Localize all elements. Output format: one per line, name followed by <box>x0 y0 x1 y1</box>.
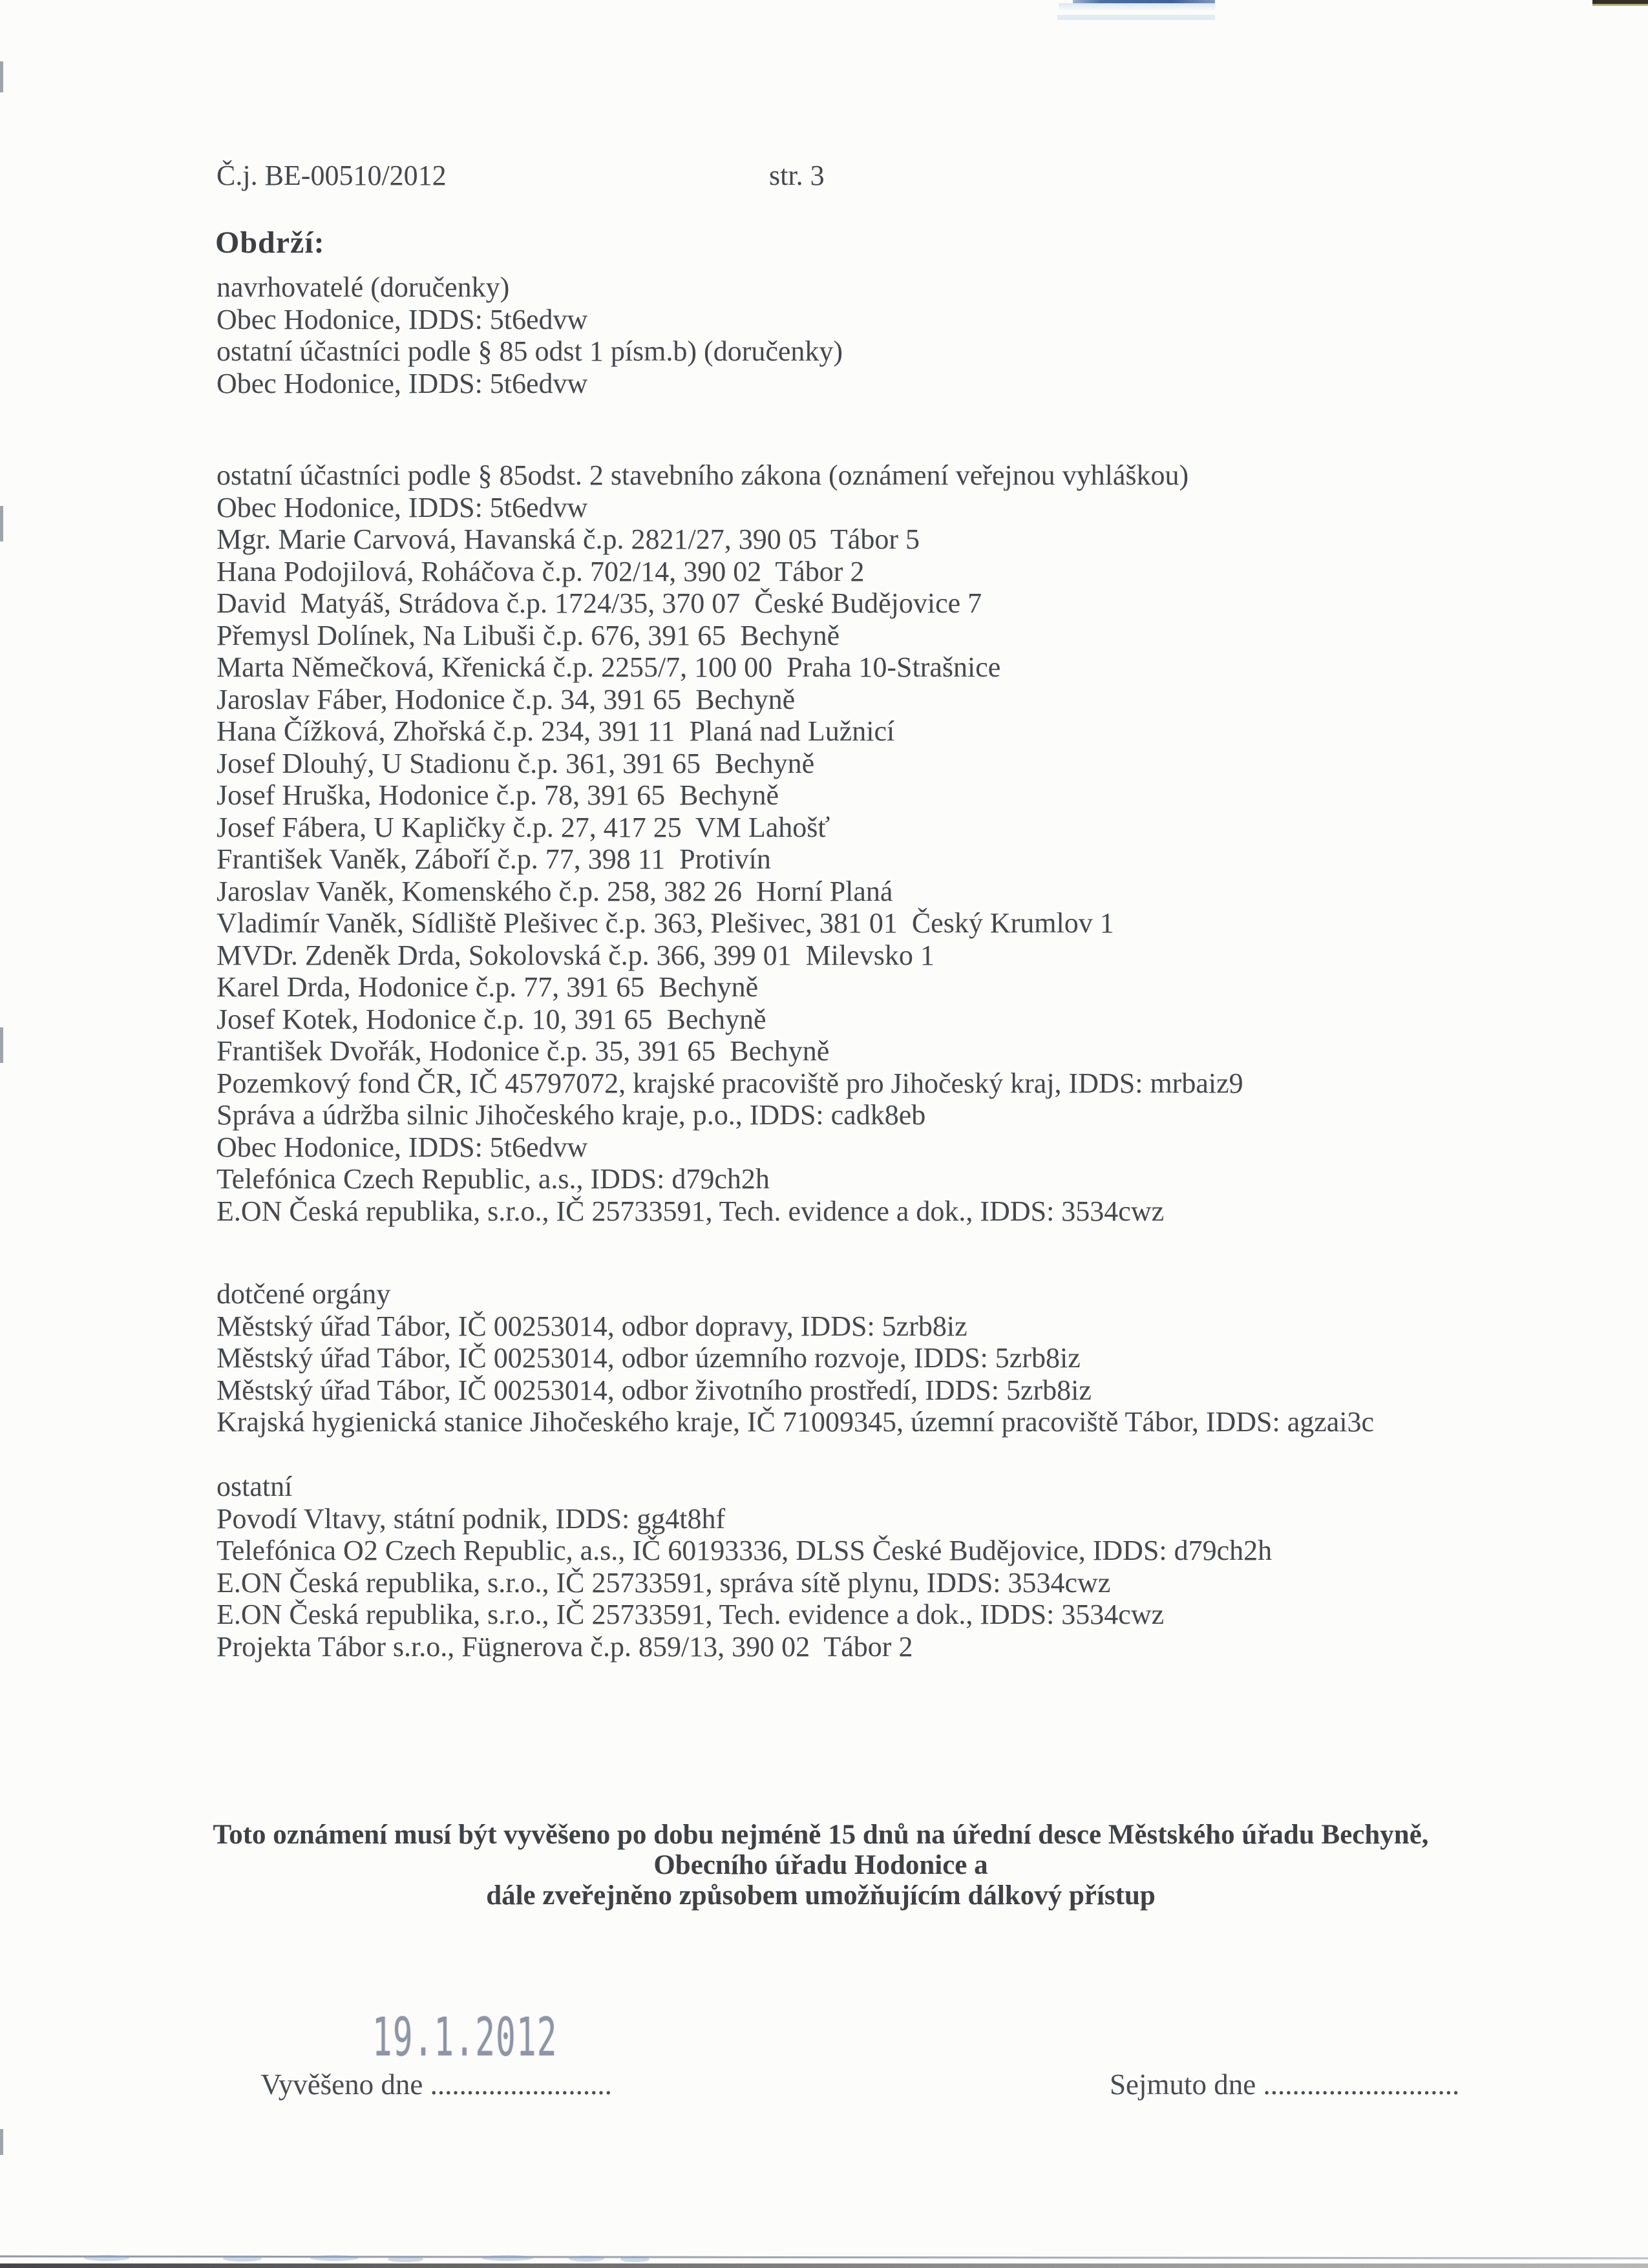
recipients-section-navrhovatele <box>217 271 843 399</box>
scan-artifact-smudge <box>620 2256 650 2262</box>
recipient-line: E.ON Česká republika, s.r.o., IČ 25733591, Tech. evidence a dok., IDDS: 3534cwz <box>217 1195 1165 1227</box>
recipient-line: Pozemkový fond ČR, IČ 45797072, krajské pracoviště pro Jihočeský kraj, IDDS: mrbaiz9 <box>217 1067 1243 1099</box>
scan-artifact-smudge <box>223 2256 262 2262</box>
page-number: str. 3 <box>769 160 825 191</box>
document-reference-number: Č.j. BE-00510/2012 <box>217 160 447 191</box>
recipient-line: ostatní účastníci podle § 85 odst 1 písm.b) (doručenky) <box>217 335 843 367</box>
recipient-line: Městský úřad Tábor, IČ 00253014, odbor dopravy, IDDS: 5zrb8iz <box>217 1310 967 1342</box>
scan-artifact-corner-line <box>1592 4 1648 6</box>
scan-artifact-smudge <box>310 2255 359 2261</box>
recipient-line: navrhovatelé (doručenky) <box>217 271 510 303</box>
recipient-line: ostatní účastníci podle § 85odst. 2 stavebního zákona (oznámení veřejnou vyhláškou) <box>217 459 1189 491</box>
removed-date-dotted-line: ........................... <box>1263 2068 1460 2101</box>
removed-date-label: Sejmuto dne <box>1110 2068 1263 2101</box>
recipient-line: Obec Hodonice, IDDS: 5t6edvw <box>217 1131 588 1163</box>
posted-date-label: Vyvěšeno dne <box>260 2068 430 2101</box>
removed-date-line <box>1081 2034 1459 2135</box>
posted-date-stamp: 19.1.2012 <box>372 2007 558 2068</box>
recipients-section-verejna-vyhlaska <box>217 459 1243 1227</box>
scan-artifact-smudge <box>388 2256 423 2262</box>
recipient-line: Karel Drda, Hodonice č.p. 77, 391 65 Bechyně <box>217 971 759 1003</box>
recipient-line: Správa a údržba silnic Jihočeského kraje, p.o., IDDS: cadk8eb <box>217 1099 926 1131</box>
recipient-line: David Matyáš, Strádova č.p. 1724/35, 370 07 České Budějovice 7 <box>217 587 982 619</box>
recipient-line: Vladimír Vaněk, Sídliště Plešivec č.p. 363, Plešivec, 381 01 Český Krumlov 1 <box>217 907 1114 939</box>
recipient-line: Jaroslav Fáber, Hodonice č.p. 34, 391 65 Bechyně <box>217 683 796 715</box>
recipients-section-dotcene-organy <box>217 1278 1374 1438</box>
recipient-line: E.ON Česká republika, s.r.o., IČ 25733591, Tech. evidence a dok., IDDS: 3534cwz <box>217 1599 1165 1630</box>
recipient-line: Hana Čížková, Zhořská č.p. 234, 391 11 Planá nad Lužnicí <box>217 715 895 747</box>
posting-notice-line: Obecního úřadu Hodonice a <box>653 1850 988 1880</box>
recipient-line: Jaroslav Vaněk, Komenského č.p. 258, 382 26 Horní Planá <box>217 875 893 907</box>
recipient-line: E.ON Česká republika, s.r.o., IČ 25733591, správa sítě plynu, IDDS: 3534cwz <box>217 1566 1111 1599</box>
recipient-line: František Vaněk, Záboří č.p. 77, 398 11 Protivín <box>217 843 771 875</box>
scan-artifact-smudge <box>84 2255 129 2261</box>
scan-artifact-smudge <box>481 2255 533 2261</box>
recipient-line: Projekta Tábor s.r.o., Fügnerova č.p. 859/13, 390 02 Tábor 2 <box>217 1630 913 1663</box>
scan-artifact-edge-mark <box>0 2129 3 2155</box>
recipient-line: Josef Fábera, U Kapličky č.p. 27, 417 25 VM Lahošť <box>217 811 830 843</box>
recipient-line: Obec Hodonice, IDDS: 5t6edvw <box>217 303 588 335</box>
scan-artifact-bottom-strip <box>0 2263 1648 2268</box>
recipient-line: dotčené orgány <box>217 1278 391 1310</box>
scan-artifact-smudge <box>569 2256 604 2262</box>
recipient-line: Městský úřad Tábor, IČ 00253014, odbor životního prostředí, IDDS: 5zrb8iz <box>217 1374 1092 1406</box>
posting-notice <box>210 1820 1431 1911</box>
posting-notice-line: Toto oznámení musí být vyvěšeno po dobu nejméně 15 dnů na úřední desce Městského úřadu Bechyně, <box>213 1820 1429 1850</box>
recipient-line: Josef Dlouhý, U Stadionu č.p. 361, 391 65 Bechyně <box>217 747 815 779</box>
posted-date-dotted-line: ......................... <box>430 2068 612 2101</box>
recipient-line: Přemysl Dolínek, Na Libuši č.p. 676, 391 65 Bechyně <box>217 619 840 651</box>
posting-notice-line: dále zveřejněno způsobem umožňujícím dálkový přístup <box>486 1880 1156 1911</box>
recipients-title: Obdrží: <box>215 226 325 260</box>
scan-artifact-top-haze-line <box>1057 15 1215 20</box>
recipient-line: Telefónica Czech Republic, a.s., IDDS: d79ch2h <box>217 1163 770 1195</box>
recipient-line: Povodí Vltavy, státní podnik, IDDS: gg4t8hf <box>217 1502 726 1535</box>
recipient-line: František Dvořák, Hodonice č.p. 35, 391 65 Bechyně <box>217 1035 830 1067</box>
recipient-line: Obec Hodonice, IDDS: 5t6edvw <box>217 367 588 399</box>
recipient-line: Mgr. Marie Carvová, Havanská č.p. 2821/27, 390 05 Tábor 5 <box>217 523 920 555</box>
scan-artifact-edge-mark <box>0 1027 3 1063</box>
recipient-line: Marta Němečková, Křenická č.p. 2255/7, 100 00 Praha 10-Strašnice <box>217 651 1001 683</box>
recipient-line: MVDr. Zdeněk Drda, Sokolovská č.p. 366, 399 01 Milevsko 1 <box>217 939 935 971</box>
recipient-line: Josef Hruška, Hodonice č.p. 78, 391 65 Bechyně <box>217 779 779 811</box>
scan-artifact-top-haze <box>1059 3 1215 10</box>
scan-artifact-edge-mark <box>0 61 3 92</box>
recipient-line: Obec Hodonice, IDDS: 5t6edvw <box>217 491 588 523</box>
recipient-line: Městský úřad Tábor, IČ 00253014, odbor územního rozvoje, IDDS: 5zrb8iz <box>217 1342 1081 1374</box>
recipient-line: ostatní <box>217 1471 293 1502</box>
recipient-line: Hana Podojilová, Roháčova č.p. 702/14, 390 02 Tábor 2 <box>217 555 865 587</box>
recipient-line: Krajská hygienická stanice Jihočeského kraje, IČ 71009345, územní pracoviště Tábor, IDDS: agzai3c <box>217 1406 1375 1438</box>
recipients-section-ostatni <box>217 1471 1272 1663</box>
recipient-line: Telefónica O2 Czech Republic, a.s., IČ 60193336, DLSS České Budějovice, IDDS: d79ch2h <box>217 1535 1273 1566</box>
scan-artifact-edge-mark <box>0 506 3 541</box>
recipient-line: Josef Kotek, Hodonice č.p. 10, 391 65 Bechyně <box>217 1003 766 1035</box>
